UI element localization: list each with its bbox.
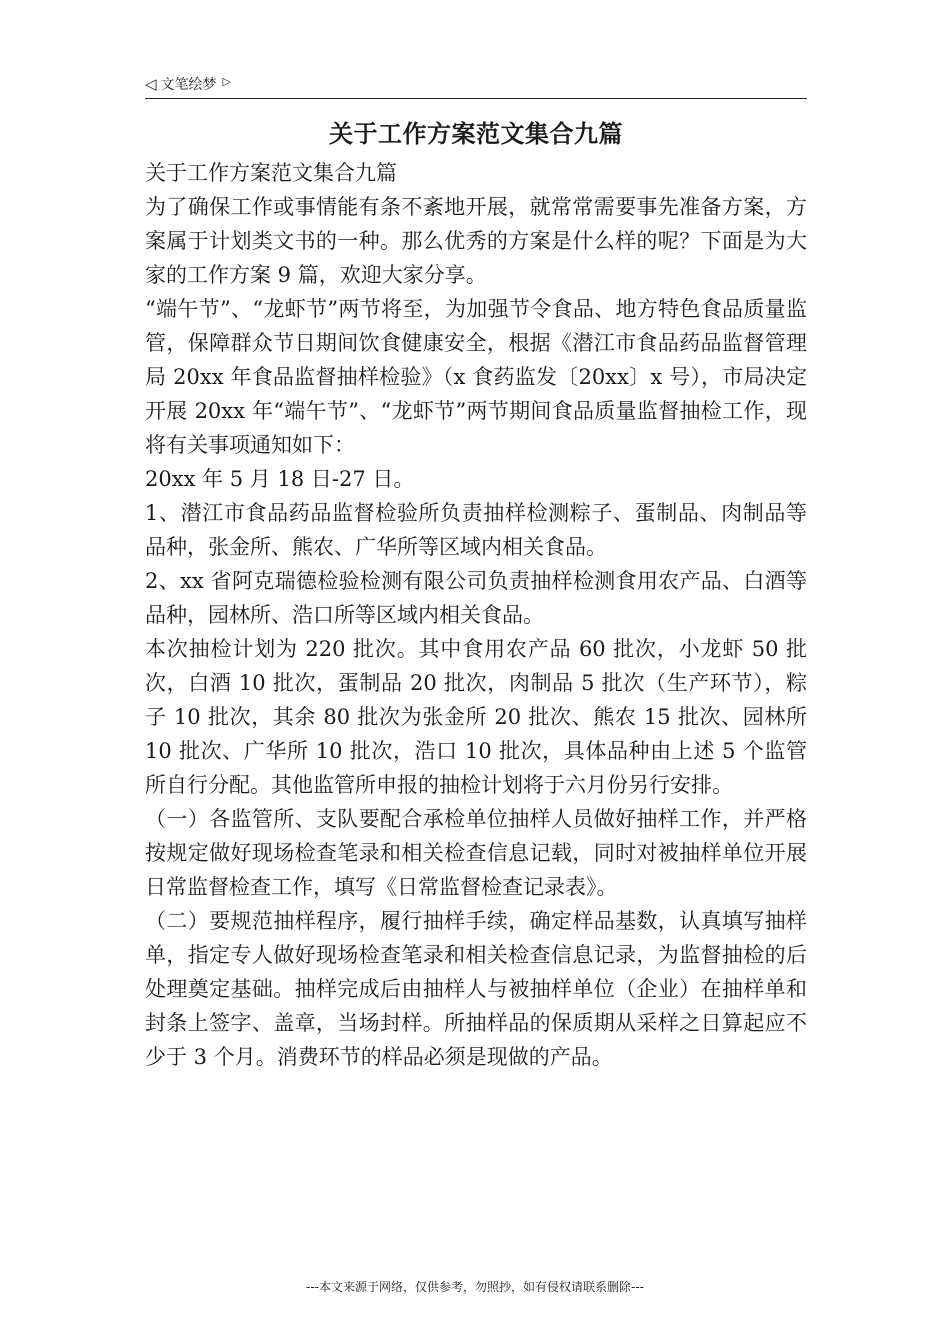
paragraph-date: 20xx 年 5 月 18 日-27 日。 [145, 467, 415, 491]
brand-name: 文笔绘梦 [160, 77, 217, 93]
paragraph-requirement-1: （一）各监管所、支队要配合承检单位抽样人员做好抽样工作，并严格按规定做好现场检查笔录和相关检查信息记载，同时对被抽样单位开展日常监督检查工作，填写《日常监督检查记录表》。 [145, 807, 807, 899]
paragraph-item-2: 2、xx 省阿克瑞德检验检测有限公司负责抽样检测食用农产品、白酒等品种，园林所、浩口所等区域内相关食品。 [145, 569, 807, 627]
page-footer-disclaimer: ---本文来源于网络，仅供参考，勿照抄，如有侵权请联系删除--- [306, 1280, 644, 1294]
document-body [145, 156, 807, 1074]
triangle-right-icon: ▷ [222, 74, 232, 88]
brand-logo [145, 74, 231, 94]
document-title: 关于工作方案范文集合九篇 [329, 119, 623, 148]
triangle-left-icon: ◁ [145, 75, 157, 93]
paragraph-subtitle: 关于工作方案范文集合九篇 [145, 161, 397, 185]
paragraph-notice: “端午节”、“龙虾节”两节将至，为加强节令食品、地方特色食品质量监管，保障群众节日期间饮食健康安全，根据《潜江市食品药品监督管理局 20xx 年食品监督抽样检验》（x 食药监发〔20xx〕x 号），市局决定开展 20xx 年“端午节”、“龙虾节”两节期间食品质量监督抽检工作，现将有关事项通知如下： [145, 297, 807, 457]
paragraph-item-1: 1、潜江市食品药品监督检验所负责抽样检测粽子、蛋制品、肉制品等品种，张金所、熊农、广华所等区域内相关食品。 [145, 501, 807, 559]
paragraph-plan: 本次抽检计划为 220 批次。其中食用农产品 60 批次，小龙虾 50 批次，白酒 10 批次，蛋制品 20 批次，肉制品 5 批次（生产环节），粽子 10 批次，其余 80 批次为张金所 20 批次、熊农 15 批次、园林所 10 批次、广华所 10 批次，浩口 10 批次，具体品种由上述 5 个监管所自行分配。其他监管所申报的抽检计划将于六月份另行安排。 [145, 637, 807, 797]
paragraph-requirement-2: （二）要规范抽样程序，履行抽样手续，确定样品基数，认真填写抽样单，指定专人做好现场检查笔录和相关检查信息记录，为监督抽检的后处理奠定基础。抽样完成后由抽样人与被抽样单位（企业）在抽样单和封条上签字、盖章，当场封样。所抽样品的保质期从采样之日算起应不少于 3 个月。消费环节的样品必须是现做的产品。 [145, 909, 807, 1069]
page-header [145, 74, 807, 99]
paragraph-intro: 为了确保工作或事情能有条不紊地开展，就常常需要事先准备方案，方案属于计划类文书的一种。那么优秀的方案是什么样的呢？下面是为大家的工作方案 9 篇，欢迎大家分享。 [145, 195, 807, 287]
